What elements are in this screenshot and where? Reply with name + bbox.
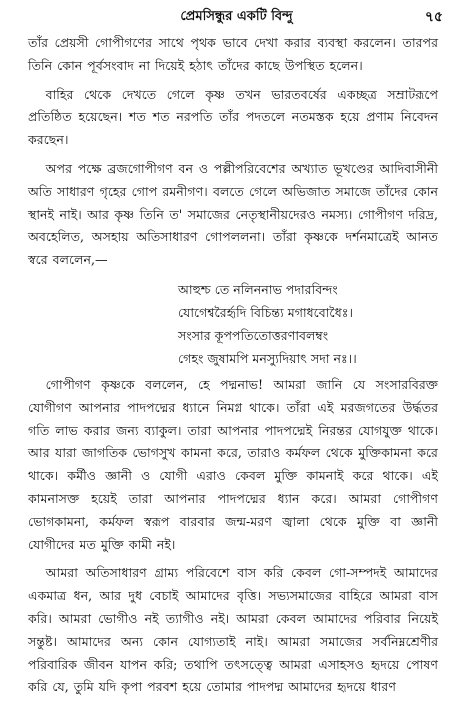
verse-line: গেহং জুষামপি মনস্যুদিয়াৎ সদা নঃ।। [178, 350, 357, 366]
paragraph-3: অপর পক্ষে ব্রজগোপীগণ বন ও পল্লীপরিবেশের অখ্যাত ভূখণ্ডের আদিবাসীনী অতি সাধারণ গৃহের গোপ রমনীগণ। বলতে গেলে অভিজাত সমাজে তাঁদের কোন স্থানই নাই। আর কৃষ্ণ তিনি ত' সমাজের নেতৃস্থানীয়দেরও নমস্য। গোপীগণ দরিদ্র, অবহেলিত, অসহায় অতিসাধারণ গোপললনা। তাঁরা কৃষ্ণকে দর্শনমাত্রেই আনত স্বরে বললেন,— [28, 160, 438, 268]
running-title: প্রেমসিন্ধুর একটি বিন্দু [180, 9, 293, 24]
page-number: ৭৫ [424, 9, 443, 25]
verse-line: যোগেশ্বরৈর্হৃদি বিচিন্ত্য মগাধবোধৈঃ। [178, 304, 353, 320]
verse-line: আহুশ্চ তে নলিননাভ পদারবিন্দং [178, 281, 338, 297]
sanskrit-verse [178, 278, 438, 370]
page-body [28, 32, 438, 705]
paragraph-2: বাহির থেকে দেখতে গেলে কৃষ্ণ তখন ভারতবর্ষের একচ্ছত্র সম্রাটরূপে প্রতিষ্ঠিত হয়েছেন। শত শত নরপতি তাঁর পদতলে নতমস্তক হয়ে প্রণাম নিবেদন করছেন। [28, 86, 438, 148]
verse-line: সংসার কূপপতিতোত্তরণাবলম্বং [178, 327, 329, 343]
paragraph-4: গোপীগণ কৃষ্ণকে বললেন, হে পদ্মনাভ! আমরা জানি যে সংসারবিরক্ত যোগীগণ আপনার পাদপদ্মের ধ্যানে নিমগ্ন থাকে। তাঁরা এই মরজগতের উর্দ্ধতর গতি লাভ করার জন্য ব্যাকুল। তারা আপনার পাদপদ্মেই নিরন্তর যোগযুক্ত থাকে। আর যারা জাগতিক ভোগসুখ কামনা করে, তারাও কর্মফল থেকে মুক্তিকামনা করে থাকে। কর্মীও জ্ঞানী ও যোগী এরাও কেবল মুক্তি কামনাই করে থাকে। এই কামনাসক্ত হয়েই তারা আপনার পাদপদ্মের ধ্যান করে। আমরা গোপীগণ ভোগকামনা, কর্মফল স্বরূপ বারবার জন্ম-মরণ জ্বালা থেকে মুক্তি বা জ্ঞানী যোগীদের মত মুক্তি কামী নই। [28, 376, 438, 552]
paragraph-5: আমরা অতিসাধারণ গ্রাম্য পরিবেশে বাস করি কেবল গো-সম্পদই আমাদের একমাত্র ধন, আর দুধ বেচাই আমাদের বৃত্তি। সভ্যসমাজের বাহিরে আমরা বাস করি। আমরা ভোগীও নই ত্যাগীও নই। আমরা কেবল আমাদের পরিবার নিয়েই সন্তুষ্ট। আমাদের অন্য কোন যোগ্যতাই নাই। আমরা সমাজের সর্বনিম্নশ্রেণীর পরিবারিক জীবন যাপন করি; তথাপি তৎসত্ত্বে আমরা এসাহসও হৃদয়ে পোষণ করি যে, তুমি যদি কৃপা পরবশ হয়ে তোমার পাদপদ্ম আমাদের হৃদয়ে ধারণ [28, 565, 438, 695]
paragraph-1: তাঁর প্রেয়সী গোপীগণের সাথে পৃথক ভাবে দেখা করার ব্যবস্থা করলেন। তারপর তিনি কোন পূর্বসংবাদ না দিয়েই হঠাৎ তাঁদের কাছে উপস্থিত হলেন। [28, 35, 438, 73]
page-header [30, 6, 443, 28]
